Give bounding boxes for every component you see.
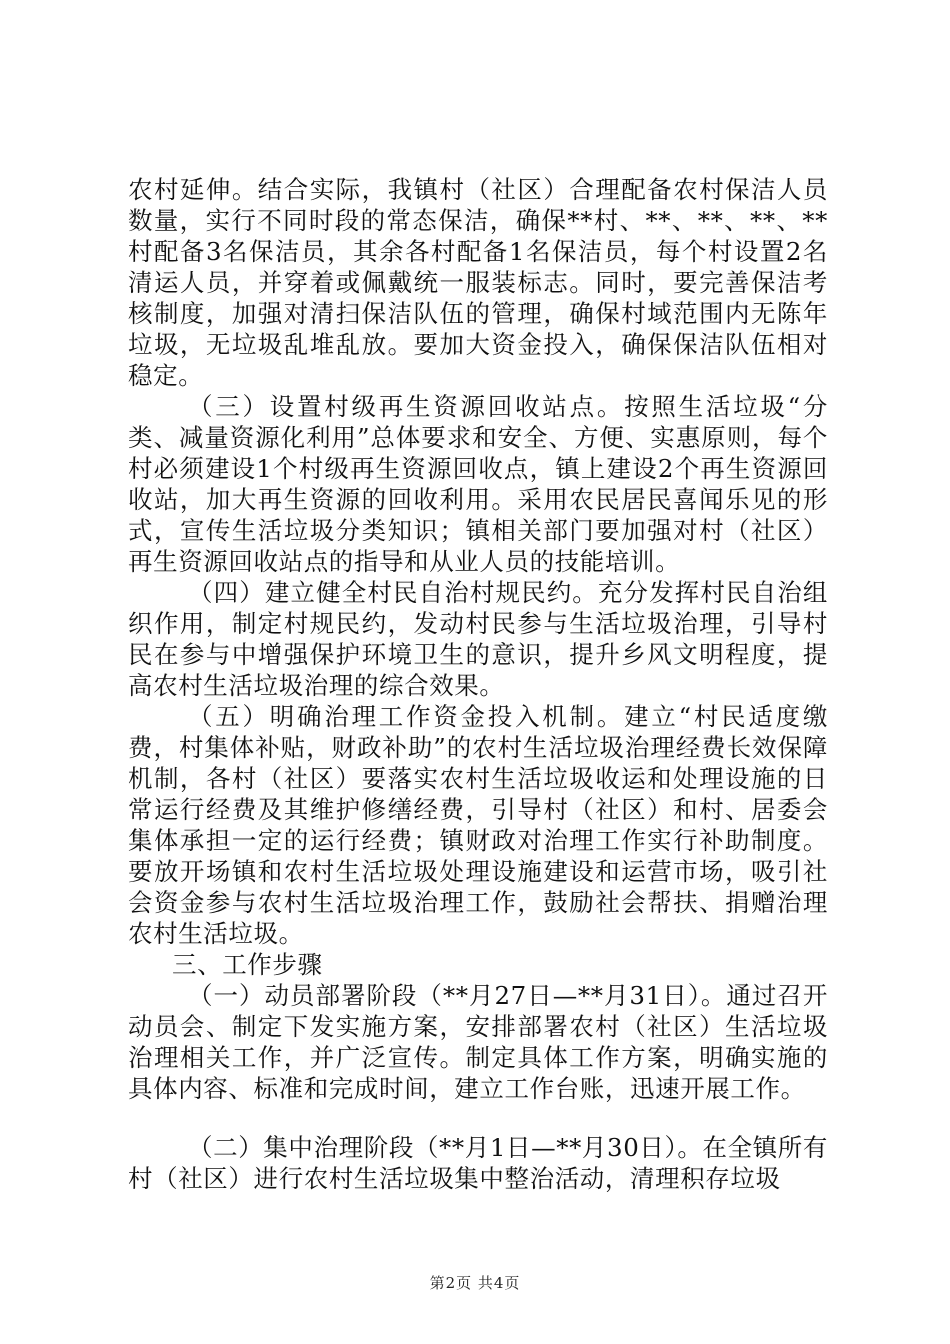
paragraph-cleaning-staff: 农村延伸。结合实际，我镇村（社区）合理配备农村保洁人员数量，实行不同时段的常态保洁，确保**村、**、**、**、**村配备3名保洁员，其余各村配备1名保洁员，每个村设置2名清运人员，并穿着或佩戴统一服装标志。同时，要完善保洁考核制度，加强对清扫保洁队伍的管理，确保村域范围内无陈年垃圾，无垃圾乱堆乱放。要加大资金投入，确保保洁队伍相对稳定。 (128, 175, 828, 390)
paragraph-recycling-stations: （三）设置村级再生资源回收站点。按照生活垃圾“分类、减量资源化利用”总体要求和安全、方便、实惠原则，每个村必须建设1个村级再生资源回收点，镇上建设2个再生资源回收站，加大再生资源的回收利用。采用农民居民喜闻乐见的形式，宣传生活垃圾分类知识；镇相关部门要加强对村（社区）再生资源回收站点的指导和从业人员的技能培训。 (128, 392, 828, 576)
paragraph-concentrated-treatment-stage: （二）集中治理阶段（**月1日—**月30日）。在全镇所有村（社区）进行农村生活垃圾集中整治活动，清理积存垃圾 (128, 1133, 828, 1193)
paragraph-village-rules: （四）建立健全村民自治村规民约。充分发挥村民自治组织作用，制定村规民约，发动村民参与生活垃圾治理，引导村民在参与中增强保护环境卫生的意识，提升乡风文明程度，提高农村生活垃圾治理的综合效果。 (128, 578, 828, 700)
paragraph-mobilization-stage: （一）动员部署阶段（**月27日—**月31日）。通过召开动员会、制定下发实施方案，安排部署农村（社区）生活垃圾治理相关工作，并广泛宣传。制定具体工作方案，明确实施的具体内容、标准和完成时间，建立工作台账，迅速开展工作。 (128, 981, 828, 1103)
section-heading-work-steps: 三、工作步骤 (172, 950, 323, 979)
page-number-footer: 第2页 共4页 (429, 1274, 521, 1292)
paragraph-funding-mechanism: （五）明确治理工作资金投入机制。建立“村民适度缴费，村集体补贴，财政补助”的农村生活垃圾治理经费长效保障机制，各村（社区）要落实农村生活垃圾收运和处理设施的日常运行经费及其维护修缮经费，引导村（社区）和村、居委会集体承担一定的运行经费；镇财政对治理工作实行补助制度。要放开场镇和农村生活垃圾处理设施建设和运营市场，吸引社会资金参与农村生活垃圾治理工作，鼓励社会帮扶、捐赠治理农村生活垃圾。 (128, 702, 828, 948)
document-body (128, 174, 828, 1194)
